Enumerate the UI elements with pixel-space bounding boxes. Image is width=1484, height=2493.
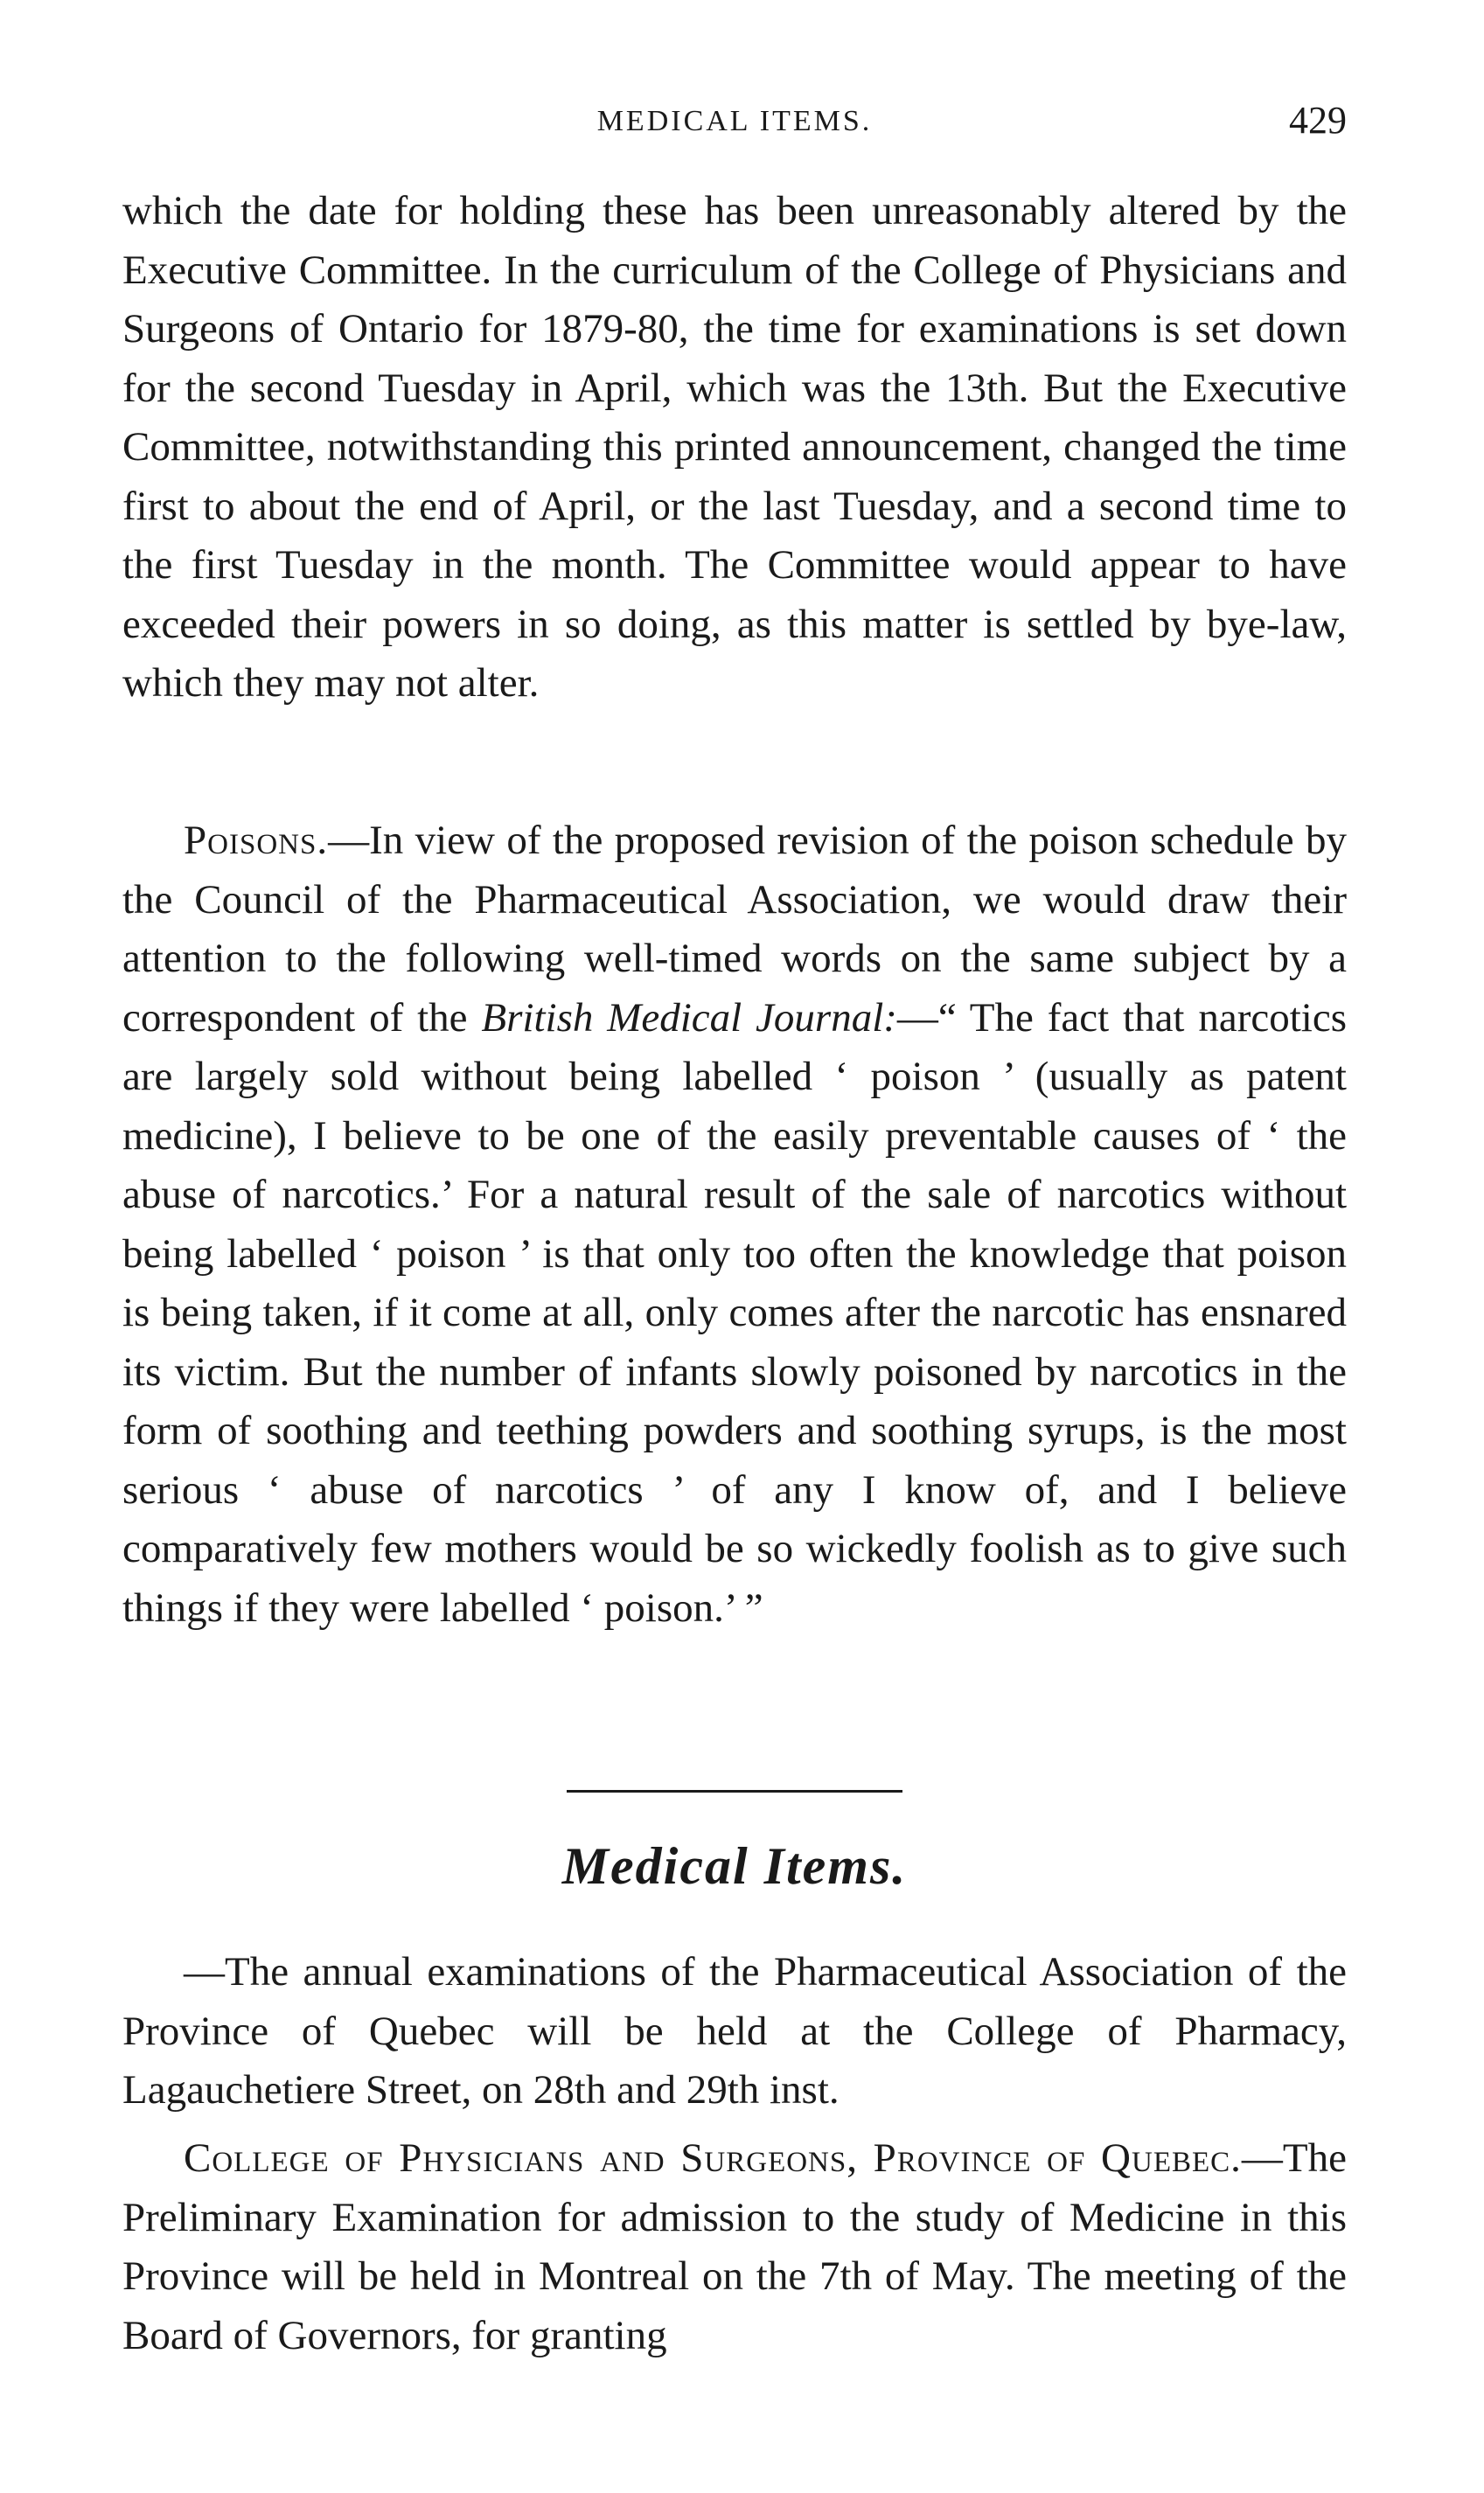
paragraph-executive-committee: which the date for holding these has been unreasonably altered by the Executive Committee. In the curriculum of the College of Physicians and Surgeons of Ontario for 1879-80, the time for examinations is set down for the second Tuesday in April, which was the 13th. But the Executive Committee, notwithstanding this printed announcement, changed the time first to about the end of April, or the last Tuesday, and a second time to the first Tuesday in the month. The Committee would appear to have exceeded their powers in so doing, as this matter is settled by bye-law, which they may not alter. [122,188,1347,706]
book-page [122,0,1347,2493]
running-title: MEDICAL ITEMS. [596,105,873,137]
paragraph-poisons-text-a: —In view of the proposed revision of the poison schedule by the Council of the Pharmaceutical Association, we would draw their attention to the following well-timed words on the same subject by a correspondent of the [122,818,1347,1041]
section-divider [567,1790,902,1793]
paragraph-college-text: —The Preliminary Examination for admission to the study of Medicine in this Province will be held in Montreal on the 7th of May. The meeting of the Board of Governors, for granting [122,2135,1347,2358]
page-number: 429 [1289,99,1347,142]
paragraph-college-quebec [122,2129,1347,2365]
paragraph-lead-poisons: Poisons. [184,818,329,863]
paragraph-poisons-text-b: —“ The fact that narcotics are largely sold without being labelled ‘ poison ’ (usually as patent medicine), I believe to be one of the easily preventable causes of ‘ the abuse of narcotics.’ For a natural result of the sale of narcotics without being labelled ‘ poison ’ is that only too often the knowledge that poison is being taken, if it come at all, only comes after the narcotic has ensnared its victim. But the number of infants slowly poisoned by narcotics in the form of soothing and teething powders and soothing syrups, is the most serious ‘ abuse of narcotics ’ of any I know of, and I believe comparatively few mothers would be so wickedly foolish as to give such things if they were labelled ‘ poison.’ ” [122,994,1347,1631]
section-heading: Medical Items. [561,1837,908,1895]
paragraph-poisons [122,811,1347,1638]
journal-title: British Medical Journal: [481,994,897,1041]
running-header [122,98,1347,150]
paragraph-pharmaceutical-exams: —The annual examinations of the Pharmaceutical Association of the Province of Quebec will be held at the College of Pharmacy, Lagauchetiere Street, on 28th and 29th inst. [122,1949,1347,2113]
paragraph-lead-college: College of Physicians and Surgeons, Province of Quebec. [184,2135,1242,2181]
